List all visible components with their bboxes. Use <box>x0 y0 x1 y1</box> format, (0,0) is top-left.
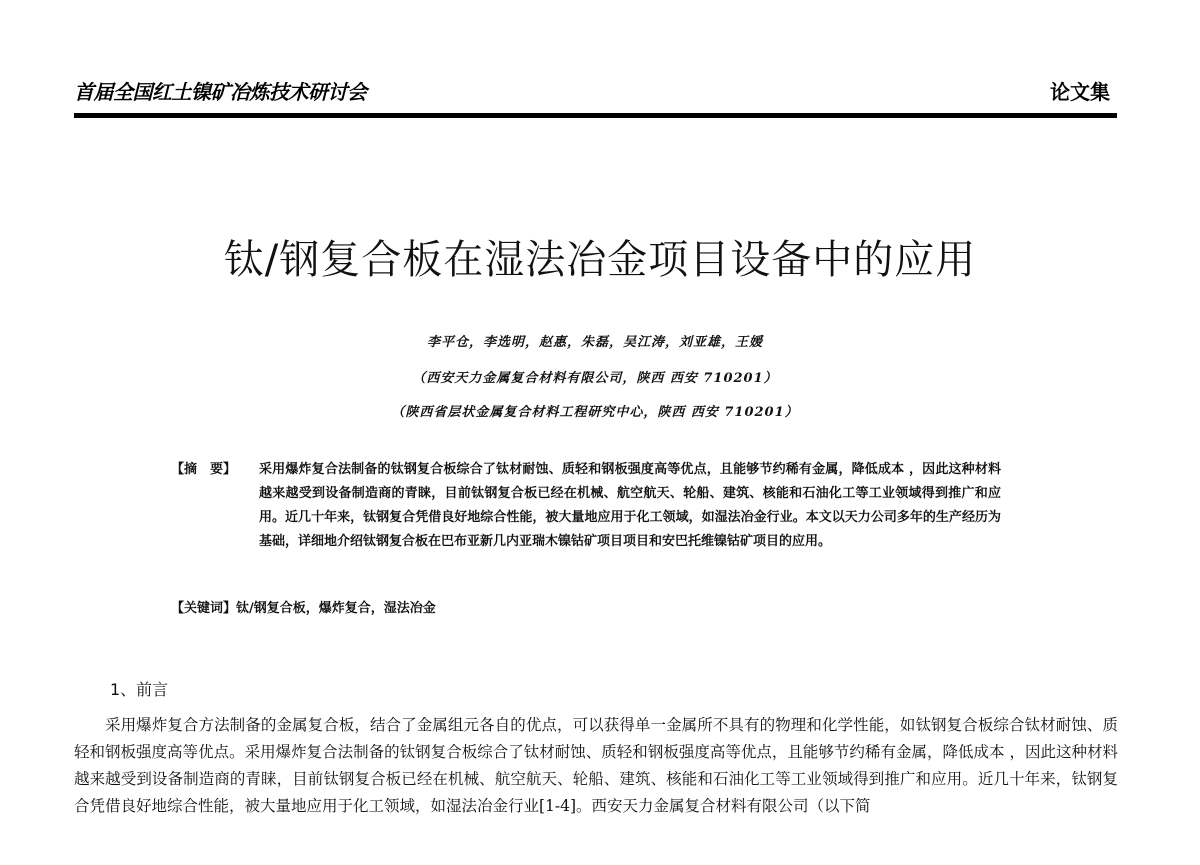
affiliation-2: （陕西省层状金属复合材料工程研究中心，陕西 西安 710201） <box>391 405 799 420</box>
journal-header-title: 首届全国红土镍矿冶炼技术研讨会 <box>74 80 367 104</box>
keywords-label: 【关键词】 <box>171 601 237 616</box>
abstract-label: 【摘 要】 <box>171 462 237 477</box>
author-list: 李平仓，李选明，赵惠，朱磊，吴江涛，刘亚雄，王媛 <box>426 335 763 350</box>
section-heading: 1、前言 <box>110 680 169 699</box>
header-divider <box>74 113 1117 118</box>
keywords-line <box>171 597 436 616</box>
paper-title: 钛/钢复合板在湿法冶金项目设备中的应用 <box>223 237 977 283</box>
abstract-block <box>171 458 1001 554</box>
abstract-text: 采用爆炸复合法制备的钛钢复合板综合了钛材耐蚀、质轻和钢板强度高等优点，且能够节约稀有金属，降低成本 ，因此这种材料越来越受到设备制造商的青睐，目前钛钢复合板已经在机械、航空航天、轮船、建筑、核能和石油化工等工业领域得到推广和应用。近几十年来，钛钢复合凭借良好地综合性能，被大量地应用于化工领域，如湿法冶金行业。本文以天力公司多年的生产经历为基础，详细地介绍钛钢复合板在巴布亚新几内亚瑞木镍钴矿项目项目和安巴托维镍钴矿项目的应用。 <box>259 462 1001 549</box>
body-paragraph: 采用爆炸复合方法制备的金属复合板，结合了金属组元各自的优点，可以获得单一金属所不具有的物理和化学性能，如钛钢复合板综合钛材耐蚀、质轻和钢板强度高等优点。采用爆炸复合法制备的钛钢复合板综合了钛材耐蚀、质轻和钢板强度高等优点，且能够节约稀有金属，降低成本 ，因此这种材料越来越受到设备制造商的青睐，目前钛钢复合板已经在机械、航空航天、轮船、建筑、核能和石油化工等工业领域得到推广和应用。近几十年来，钛钢复合凭借良好地综合性能，被大量地应用于化工领域，如湿法冶金行业[1-4]。西安天力金属复合材料有限公司（以下简 <box>74 716 1118 815</box>
proceedings-label: 论文集 <box>1050 80 1110 104</box>
keywords-text: 钛/钢复合板，爆炸复合，湿法冶金 <box>236 601 436 616</box>
affiliation-1: （西安天力金属复合材料有限公司，陕西 西安 710201） <box>412 371 778 386</box>
